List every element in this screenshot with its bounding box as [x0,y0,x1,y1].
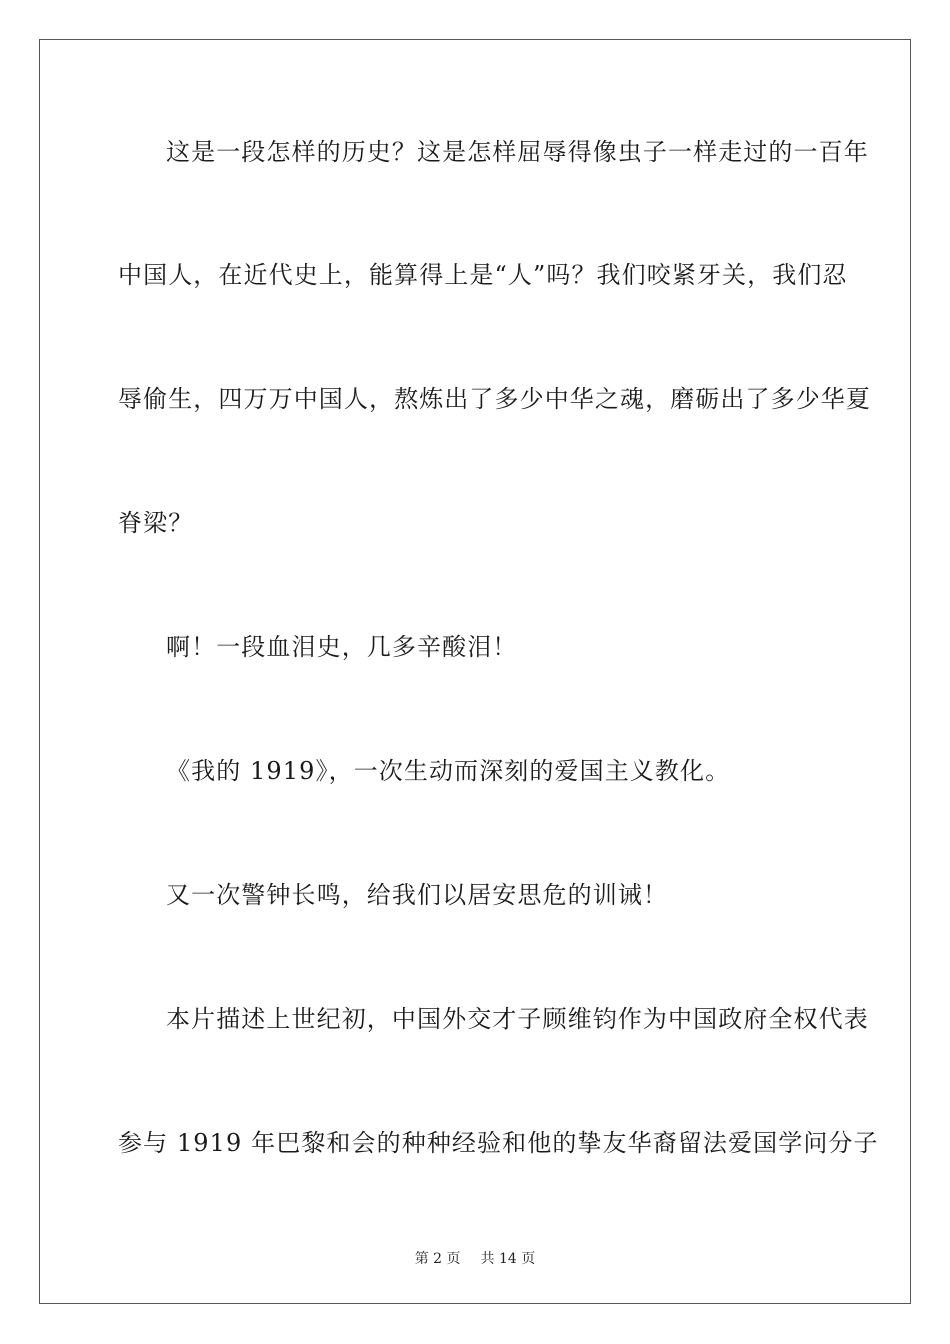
page-border [39,39,911,1304]
paragraph-line: 中国人，在近代史上，能算得上是“人”吗？我们咬紧牙关，我们忍 [118,261,848,289]
page-footer [0,1248,950,1268]
paragraph-line: 《我的 1919》，一次生动而深刻的爱国主义教化。 [166,757,731,785]
paragraph-line: 啊！一段血泪史，几多辛酸泪！ [166,633,518,661]
paragraph-line: 这是一段怎样的历史？这是怎样屈辱得像虫子一样走过的一百年 [166,138,869,166]
paragraph-line: 脊梁？ [118,509,194,537]
paragraph-line: 又一次警钟长鸣，给我们以居安思危的训诫！ [166,881,668,909]
paragraph-line: 参与 1919 年巴黎和会的种种经验和他的挚友华裔留法爱国学问分子 [118,1129,879,1157]
paragraph-line: 辱偷生，四万万中国人，熬炼出了多少中华之魂，磨砺出了多少华夏 [118,385,871,413]
total-pages: 共 14 页 [480,1251,536,1267]
page-number: 第 2 页 [414,1251,461,1267]
paragraph-line: 本片描述上世纪初，中国外交才子顾维钧作为中国政府全权代表 [166,1005,869,1033]
